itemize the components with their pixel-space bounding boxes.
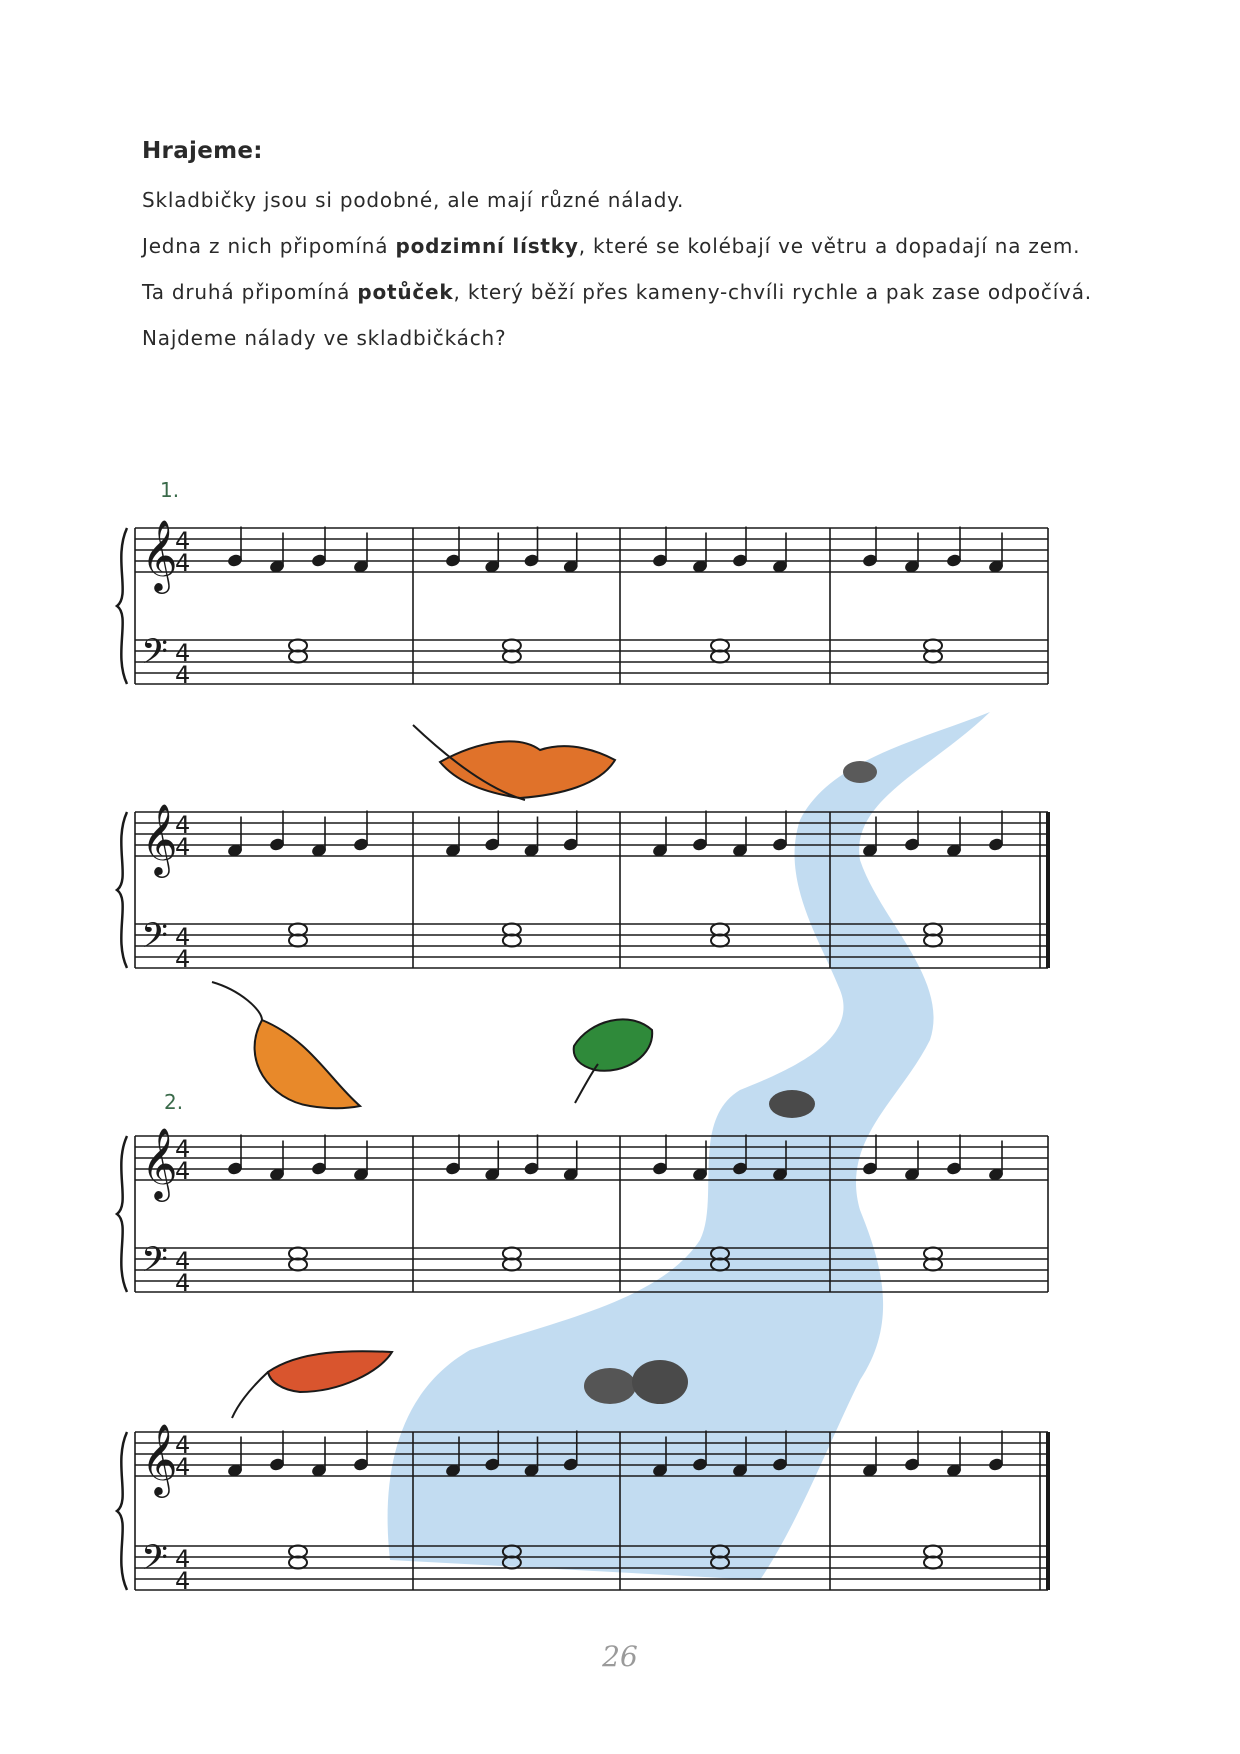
bold-stream: potůček <box>357 280 454 304</box>
time-signature-bottom: 4 <box>175 1453 191 1481</box>
stream-illustration <box>388 712 990 1580</box>
bold-leaves: podzimní lístky <box>395 234 579 258</box>
stone-icon <box>769 1090 815 1118</box>
bass-clef-icon: 𝄢 <box>141 1537 169 1586</box>
stone-icon <box>632 1360 688 1404</box>
treble-clef-icon: 𝄞 <box>141 802 178 875</box>
time-signature-top: 4 <box>175 811 191 839</box>
time-signature-bottom: 4 <box>175 1567 191 1595</box>
brace <box>117 1432 127 1590</box>
treble-clef-icon: 𝄞 <box>141 518 178 591</box>
piece-2-label: 2. <box>164 1090 184 1114</box>
bass-staff <box>135 1239 1048 1297</box>
time-signature-bottom: 4 <box>175 549 191 577</box>
time-signature-bottom: 4 <box>175 661 191 689</box>
time-signature-bottom: 4 <box>175 1157 191 1185</box>
paragraph-3: Ta druhá připomíná potůček, který běží přes kameny-chvíli rychle a pak zase odpočívá. <box>142 280 1092 304</box>
time-signature-bottom: 4 <box>175 1269 191 1297</box>
paragraph-4: Najdeme nálady ve skladbičkách? <box>142 326 507 350</box>
treble-clef-icon: 𝄞 <box>141 1422 178 1495</box>
autumn-leaf-icon <box>255 1020 360 1108</box>
treble-clef-icon: 𝄞 <box>141 1126 178 1199</box>
bass-clef-icon: 𝄢 <box>141 1239 169 1288</box>
stream-shape <box>388 712 990 1580</box>
heading: Hrajeme: <box>142 138 263 164</box>
treble-staff <box>135 1126 1048 1202</box>
grand-staff-system <box>117 518 1048 689</box>
time-signature-top: 4 <box>175 1431 191 1459</box>
brace <box>117 1136 127 1292</box>
time-signature-top: 4 <box>175 639 191 667</box>
time-signature-top: 4 <box>175 1247 191 1275</box>
time-signature-top: 4 <box>175 1135 191 1163</box>
grand-staff-system <box>117 1126 1048 1297</box>
treble-staff <box>135 518 1048 594</box>
notes <box>227 527 1005 663</box>
green-leaf-icon <box>574 1019 653 1070</box>
brace <box>117 528 127 684</box>
notes <box>227 1135 1005 1271</box>
time-signature-top: 4 <box>175 1545 191 1573</box>
paragraph-2: Jedna z nich připomíná podzimní lístky, které se kolébají ve větru a dopadají na zem. <box>142 234 1081 258</box>
stone-icon <box>584 1368 636 1404</box>
paragraph-1: Skladbičky jsou si podobné, ale mají různé nálady. <box>142 188 685 212</box>
time-signature-top: 4 <box>175 527 191 555</box>
bass-staff <box>135 631 1048 689</box>
page-number: 26 <box>602 1640 638 1673</box>
bass-clef-icon: 𝄢 <box>141 631 169 680</box>
autumn-leaf-icon <box>268 1351 392 1392</box>
bass-clef-icon: 𝄢 <box>141 915 169 964</box>
time-signature-bottom: 4 <box>175 945 191 973</box>
stone-icon <box>843 761 877 783</box>
brace <box>117 812 127 968</box>
time-signature-bottom: 4 <box>175 833 191 861</box>
time-signature-top: 4 <box>175 923 191 951</box>
piece-1-label: 1. <box>160 478 180 502</box>
